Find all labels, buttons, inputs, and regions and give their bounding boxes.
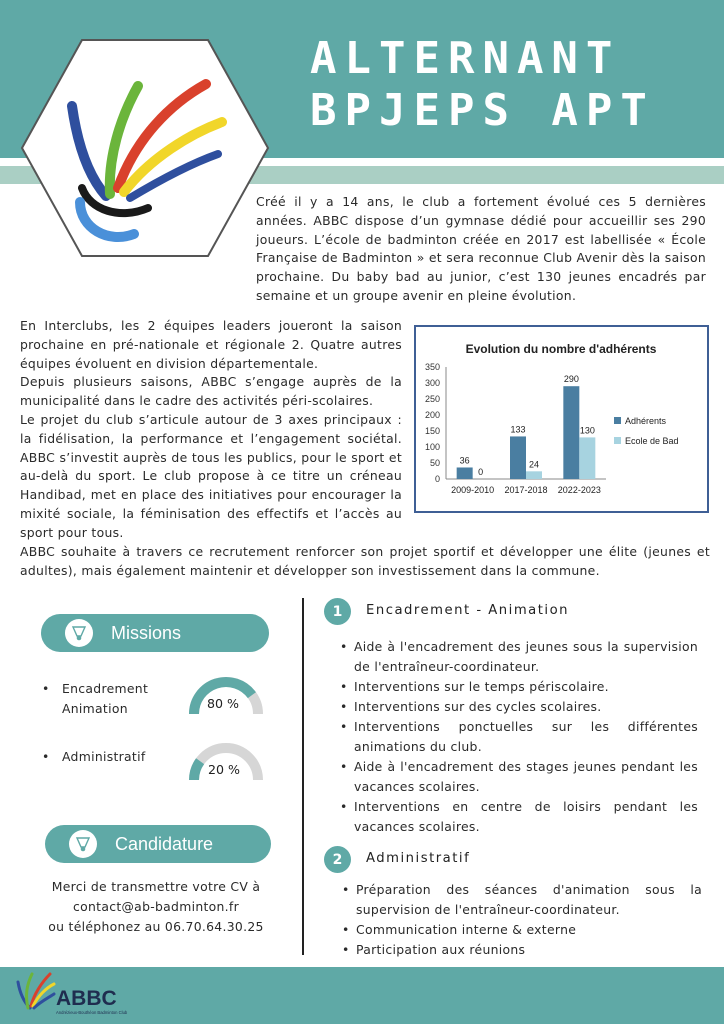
missions-pill [41,614,269,652]
mission-item-administratif: • Administratif [42,747,146,767]
bar [526,471,542,479]
mission-label: Encadrement [62,681,149,696]
y-tick-label: 250 [424,394,440,404]
bar [579,437,595,479]
legend-entry: Ecole de Bad [625,436,679,446]
y-tick-label: 50 [429,458,440,468]
interclubs-paragraph: En Interclubs, les 2 équipes leaders joueront la saison prochaine en pré-nationale et régionale 2. Quatre autres équipes évoluent en division départementale. [20,318,402,371]
membership-chart-svg [416,327,707,511]
y-tick-label: 200 [424,410,440,420]
gauge-percent-encadrement: 80 % [207,696,239,711]
logo-subtitle: Andrézieux-Bouthéon Badminton Club [56,1010,128,1015]
section-number: 1 [324,598,351,625]
bar [563,386,579,479]
section-title-encadrement: Encadrement - Animation [366,603,570,618]
membership-chart [414,325,709,513]
mission-item-encadrement: • Encadrement Animation [42,679,148,719]
contact-line: Merci de transmettre votre CV à [51,879,261,894]
column-divider [302,598,304,955]
data-label: 24 [528,459,540,470]
legend-swatch [614,417,621,424]
y-tick-label: 100 [424,442,440,452]
contact-email[interactable]: contact@ab-badminton.fr [73,899,239,914]
bar [510,436,526,479]
y-tick-label: 300 [424,378,440,388]
shuttlecock-icon [69,830,97,858]
candidature-label: Candidature [115,833,214,854]
list-item: • Communication interne & externe [342,920,702,940]
task-list-administratif [342,880,702,960]
y-tick-label: 150 [424,426,440,436]
data-label: 130 [579,425,595,436]
list-item: • Aide à l'encadrement des jeunes sous la supervision de l'entraîneur-coordinateur. [340,637,698,677]
gauge-percent-administratif: 20 % [208,762,240,777]
chart-title: Evolution du nombre d'adhérents [465,342,657,356]
list-item: • Interventions en centre de loisirs pendant les vacances scolaires. [340,797,698,837]
list-item: • Interventions sur des cycles scolaires. [340,697,698,717]
list-item: • Aide à l'encadrement des stages jeunes pendant les vacances scolaires. [340,757,698,797]
list-item: • Participation aux réunions [342,940,702,960]
candidature-pill [45,825,271,863]
mission-label: Administratif [62,749,146,764]
page-title-line1: ALTERNANT [310,33,621,84]
shuttlecock-icon [65,619,93,647]
list-item: • Préparation des séances d'animation sous la supervision de l'entraîneur-coordinateur. [342,880,702,920]
bar [457,467,473,479]
closing-paragraph: ABBC souhaite à travers ce recrutement renforcer son projet sportif et développer une élite (jeunes et adultes), mais également maintenir et développer son investissement dans la commune. [20,544,710,578]
y-tick-label: 350 [424,362,440,372]
municipality-paragraph: Depuis plusieurs saisons, ABBC s’engage auprès de la municipalité dans le cadre des activités péri-scolaires. [20,374,402,409]
candidature-contact [20,877,292,937]
legend-entry: Adhérents [625,416,667,426]
data-label: 290 [563,374,579,385]
data-label: 0 [478,467,484,477]
intro-paragraph: Créé il y a 14 ans, le club a fortement évolué ces 5 dernières années. ABBC dispose d’un gymnase dédié pour accueillir ses 290 joueurs. L’école de badminton créée en 2017 est labellisée « École Française de Badminton » et sera reconnue Club Avenir dès la saison prochaine. Du baby bad au junior, c’est 130 jeunes encadrés par semaine et un groupe avenir en pleine évolution. [256,194,706,303]
x-tick-label: 2009-2010 [451,485,495,495]
missions-label: Missions [111,622,182,643]
logo-text: ABBC [56,987,117,1010]
section-title-administratif: Administratif [366,851,471,866]
list-item: • Interventions ponctuelles sur les différentes animations du club. [340,717,698,757]
contact-phone: ou téléphonez au 06.70.64.30.25 [48,919,264,934]
abbc-logo [10,968,134,1018]
legend-swatch [614,437,621,444]
mission-label-line2: Animation [62,701,128,716]
club-description [20,317,402,543]
section-number: 2 [324,846,351,873]
x-tick-label: 2022-2023 [557,485,601,495]
page-title-line2: BPJEPS APT [310,85,655,136]
data-label: 36 [459,455,470,466]
list-item: • Interventions sur le temps périscolaire. [340,677,698,697]
shuttlecock-emblem-icon [20,38,270,258]
x-tick-label: 2017-2018 [504,485,548,495]
data-label: 133 [510,424,526,435]
project-paragraph: Le projet du club s’articule autour de 3 axes principaux : la fidélisation, la performance et l’engagement sociétal. ABBC s’investit auprès de tous les publics, pour le sport et au-delà du sport. Le club propose à ce titre un créneau Handibad, met en place des initiatives pour encourager la mixité sociale, la féminisation des effectifs et l’accès au sport pour tous. [20,411,402,540]
task-list-encadrement [340,637,698,837]
y-tick-label: 0 [434,474,440,484]
